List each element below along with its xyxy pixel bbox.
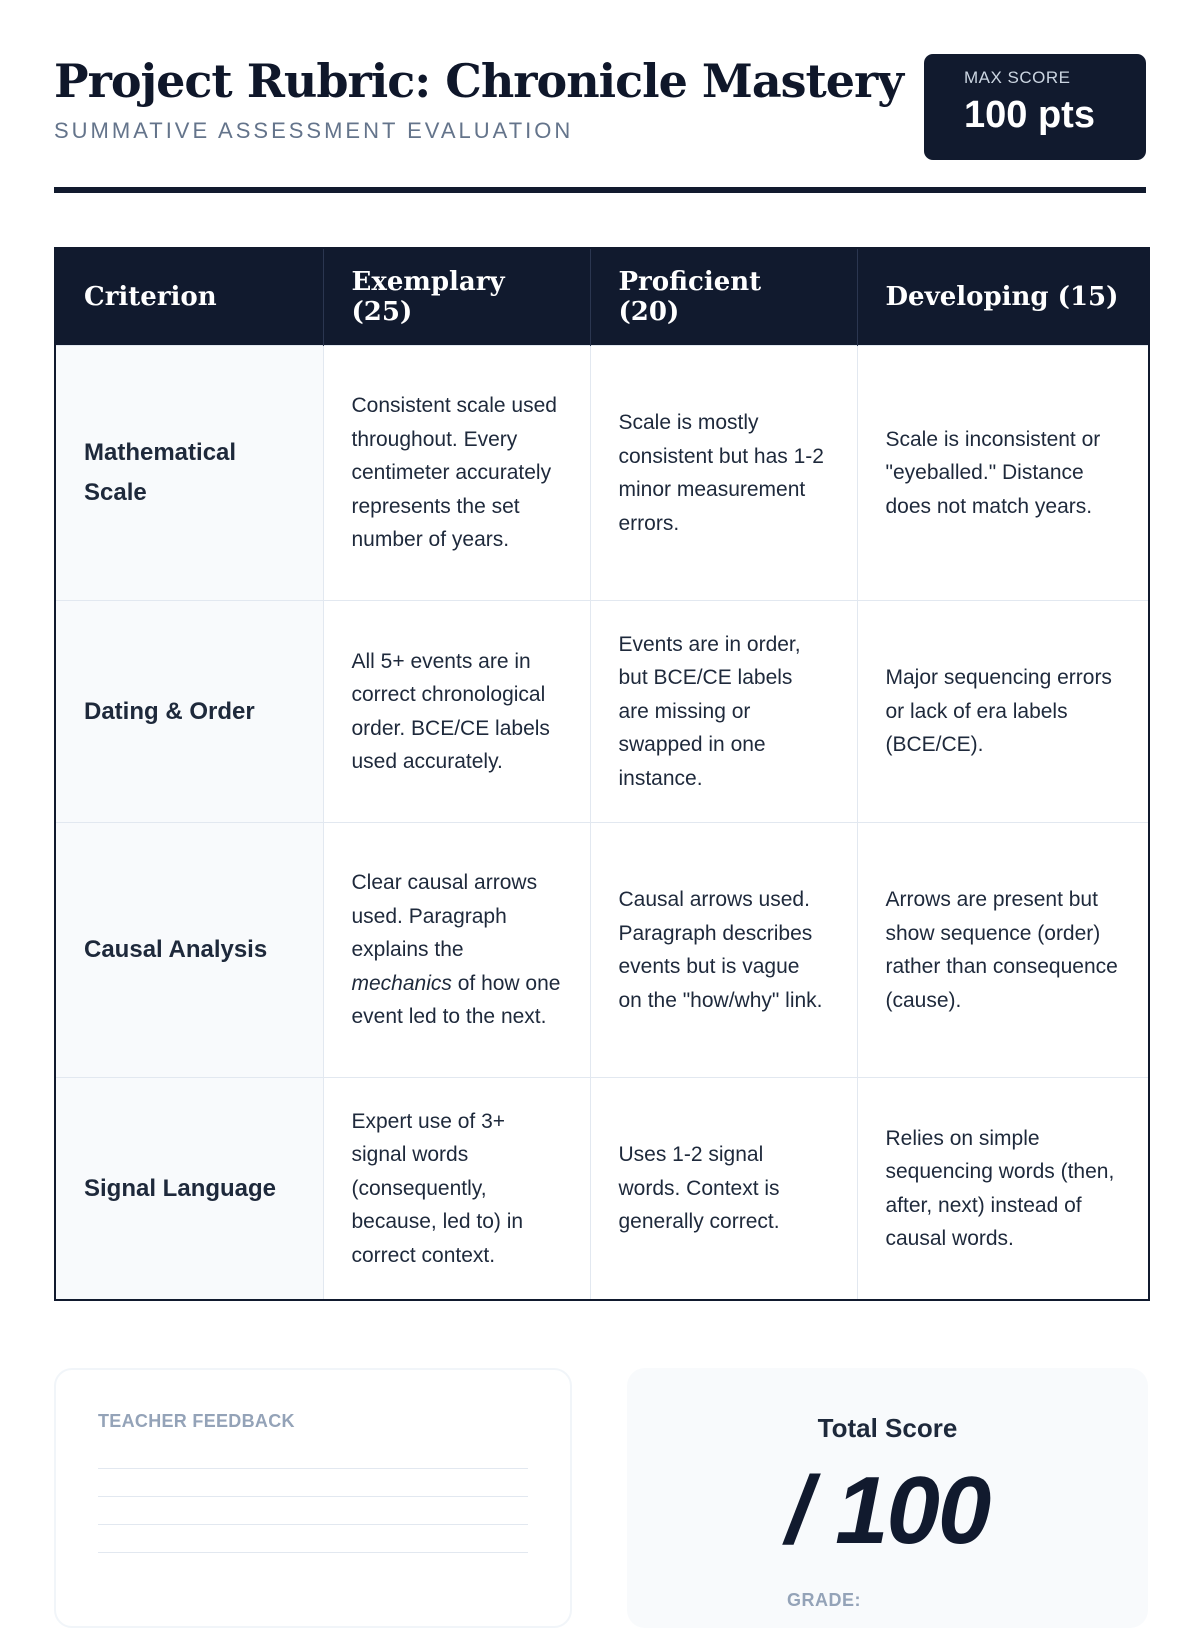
criterion-cell: Dating & Order (55, 601, 323, 823)
rubric-row-causal-analysis (55, 823, 1149, 1078)
exemplary-text-end: of how one event led to the next. (351, 971, 561, 1029)
header (54, 50, 1146, 160)
feedback-writing-line (98, 1496, 528, 1497)
feedback-writing-line (98, 1468, 528, 1469)
header-proficient: Proficient (20) (590, 248, 857, 346)
total-score-label: Total Score (817, 1413, 958, 1443)
header-criterion: Criterion (55, 248, 323, 346)
grade-label: GRADE: (787, 1590, 861, 1610)
max-score-value: 100 pts (964, 94, 1095, 136)
rubric-row-signal-language (55, 1078, 1149, 1301)
rubric-table (54, 247, 1150, 1301)
criterion-cell: Signal Language (55, 1078, 323, 1301)
developing-cell: Major sequencing errors or lack of era labels (BCE/CE). (857, 601, 1149, 823)
feedback-writing-line (98, 1524, 528, 1525)
total-score-box (627, 1368, 1148, 1628)
exemplary-cell: All 5+ events are in correct chronological order. BCE/CE labels used accurately. (323, 601, 590, 823)
criterion-cell: Causal Analysis (55, 823, 323, 1078)
exemplary-cell: Expert use of 3+ signal words (consequently, because, led to) in correct context. (323, 1078, 590, 1301)
exemplary-cell (323, 823, 590, 1078)
total-score-value: / 100 (785, 1457, 990, 1564)
header-divider (54, 187, 1146, 193)
developing-cell: Arrows are present but show sequence (order) rather than consequence (cause). (857, 823, 1149, 1078)
max-score-badge (924, 54, 1146, 160)
rubric-row-dating-order (55, 601, 1149, 823)
proficient-cell: Events are in order, but BCE/CE labels are missing or swapped in one instance. (590, 601, 857, 823)
exemplary-text-start: Clear causal arrows used. Paragraph explains the (351, 871, 538, 962)
header-developing: Developing (15) (857, 248, 1149, 346)
rubric-header-row (55, 248, 1149, 346)
teacher-feedback-label: TEACHER FEEDBACK (98, 1411, 295, 1431)
exemplary-cell: Consistent scale used throughout. Every centimeter accurately represents the set number of years. (323, 346, 590, 601)
feedback-writing-line (98, 1552, 528, 1553)
page-title: Project Rubric: Chronicle Mastery (54, 54, 903, 108)
exemplary-emphasis: mechanics (351, 971, 452, 995)
page-subtitle: SUMMATIVE ASSESSMENT EVALUATION (54, 118, 574, 143)
proficient-cell: Causal arrows used. Paragraph describes events but is vague on the "how/why" link. (590, 823, 857, 1078)
header-exemplary: Exemplary (25) (323, 248, 590, 346)
max-score-label: MAX SCORE (964, 68, 1071, 87)
rubric-row-mathematical-scale (55, 346, 1149, 601)
teacher-feedback-box (54, 1368, 572, 1628)
developing-cell: Relies on simple sequencing words (then, after, next) instead of causal words. (857, 1078, 1149, 1301)
criterion-cell: Mathematical Scale (55, 346, 323, 601)
developing-cell: Scale is inconsistent or "eyeballed." Distance does not match years. (857, 346, 1149, 601)
proficient-cell: Scale is mostly consistent but has 1-2 minor measurement errors. (590, 346, 857, 601)
proficient-cell: Uses 1-2 signal words. Context is generally correct. (590, 1078, 857, 1301)
